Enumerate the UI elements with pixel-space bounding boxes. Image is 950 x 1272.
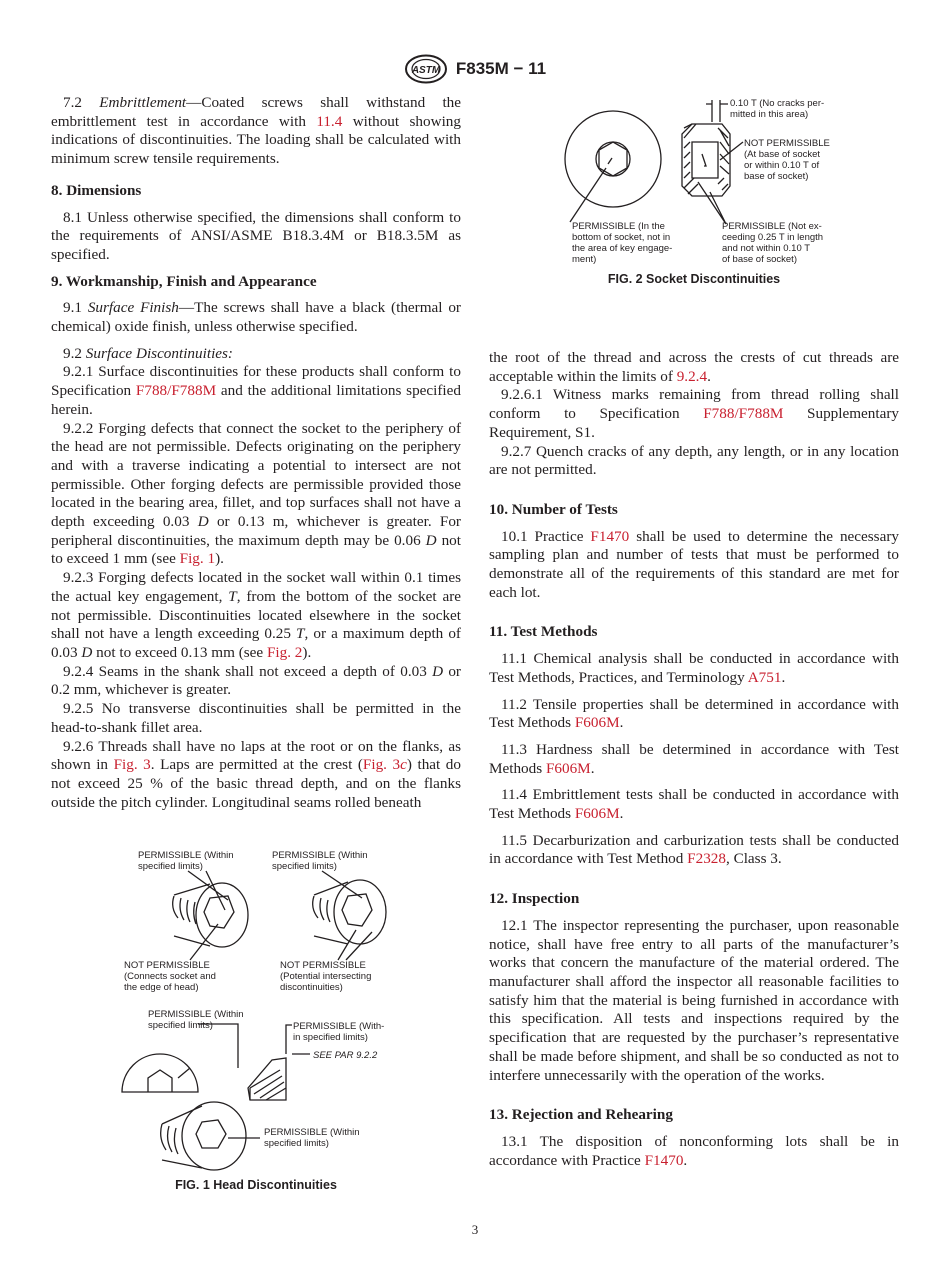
section-9-2-3: 9.2.3 Forging defects located in the socket wall within 0.1 times the actual key engagement, T, from the bottom of the socket are not permissible. Discontinuities located elsewhere in the socket shall not have a length exceeding 0.25 T, or a maximum depth of 0.03 D not to exceed 0.13 mm (see Fig. 2). — [51, 569, 461, 661]
fig1-label-5a: PERMISSIBLE (Within — [148, 1009, 244, 1020]
fig1-section-dome — [122, 1054, 198, 1092]
link-f2328[interactable]: F2328 — [687, 850, 726, 868]
link-a751[interactable]: A751 — [747, 668, 782, 686]
fig2-leader-4 — [698, 182, 726, 224]
fig1-label-6a: PERMISSIBLE (With- — [293, 1021, 385, 1032]
link-f788-2[interactable]: F788/F788M — [703, 405, 784, 423]
fig2-dimension-mark — [706, 100, 728, 122]
section-9-2-6-1: 9.2.6.1 Witness marks remaining from thread rolling shall conform to Specification F788/F788M Supplementary Requirement, S1. — [489, 386, 899, 441]
heading-10-number-of-tests: 10. Number of Tests — [489, 500, 618, 518]
section-11-1: 11.1 Chemical analysis shall be conducted in accordance with Test Methods, Practices, and Terminology A751. — [489, 650, 899, 686]
page-header — [0, 54, 950, 84]
fig2-label-3b: bottom of socket, not in — [572, 232, 671, 243]
fig1-label-7: SEE PAR 9.2.2 — [313, 1050, 378, 1061]
fig1-bolt-section — [248, 1058, 286, 1100]
link-f606m-3[interactable]: F606M — [574, 805, 620, 823]
fig2-label-4a: PERMISSIBLE (Not ex- — [722, 221, 822, 232]
page-number: 3 — [471, 1222, 479, 1237]
fig2-label-3d: ment) — [572, 254, 597, 265]
logo-text: ASTM — [411, 65, 441, 76]
heading-11-test-methods: 11. Test Methods — [489, 623, 598, 641]
fig2-socket-section — [682, 124, 730, 196]
section-11-2: 11.2 Tensile properties shall be determined in accordance with Test Methods F606M. — [489, 695, 899, 732]
link-fig-3[interactable]: Fig. 3 — [113, 756, 151, 774]
figure-2-socket-discontinuities — [560, 94, 850, 272]
fig1-screw-head-1 — [173, 883, 248, 947]
heading-8-dimensions: 8. Dimensions — [51, 181, 142, 199]
fig2-label-2a: NOT PERMISSIBLE — [744, 138, 830, 149]
heading-13-rejection: 13. Rejection and Rehearing — [489, 1106, 673, 1124]
fig2-socket-top-view — [565, 111, 661, 207]
fig2-label-2d: base of socket) — [744, 171, 809, 182]
heading-12-inspection: 12. Inspection — [489, 890, 580, 908]
section-9-2-5: 9.2.5 No transverse discontinuities shall be permitted in the head-to-shank fillet area. — [51, 700, 461, 736]
section-9-2-4: 9.2.4 Seams in the shank shall not exceed a depth of 0.03 D or 0.2 mm, whichever is greater. — [51, 662, 461, 699]
fig1-label-3a: NOT PERMISSIBLE — [124, 960, 210, 971]
heading-9-workmanship: 9. Workmanship, Finish and Appearance — [51, 272, 317, 290]
section-9-2-2: 9.2.2 Forging defects that connect the socket to the periphery of the head are not permissible. Defects originating on the periphery and with a traverse indicating a potential to intersect are not permissible. Other forging defects are permissible provided those located in the bearing area, fillet, and top surfaces shall not have a depth exceeding 0.03 D or 0.13 m, whichever is greater. For peripheral discontinuities, the maximum depth may be 0.06 D not to exceed 1 mm (see Fig. 1). — [51, 419, 461, 568]
link-fig-2[interactable]: Fig. 2 — [266, 643, 303, 661]
section-13-1: 13.1 The disposition of nonconforming lots shall be in accordance with Practice F1470. — [489, 1132, 899, 1169]
section-9-2-6: 9.2.6 Threads shall have no laps at the root or on the flanks, as shown in Fig. 3. Laps are permitted at the crest (Fig. 3c) that do not exceed 25 % of the basic thread depth, and on the flanks outside the pitch cylinder. Longitudinal seams rolled beneath — [51, 737, 461, 811]
fig1-leader-2 — [322, 871, 362, 898]
link-f1470[interactable]: F1470 — [590, 527, 630, 545]
link-fig-3c[interactable]: Fig. 3c — [362, 756, 407, 774]
fig2-leader-2 — [720, 142, 743, 160]
fig1-leader-6 — [286, 1025, 292, 1054]
fig2-label-1b: mitted in this area) — [730, 109, 809, 120]
fig2-label-3c: the area of key engage- — [572, 243, 673, 254]
section-10-1: 10.1 Practice F1470 shall be used to determine the necessary sampling plan and number of tests that must be performed to demonstrate all of the requirements of this standard are met for each lot. — [489, 527, 899, 601]
section-11-3: 11.3 Hardness shall be determined in accordance with Test Methods F606M. — [489, 740, 899, 777]
link-fig-1[interactable]: Fig. 1 — [179, 550, 216, 568]
fig2-label-3a: PERMISSIBLE (In the — [572, 221, 665, 232]
section-7-2: 7.2 Embrittlement—Coated screws shall withstand the embrittlement test in accordance with 11.4 without showing indications of discontinuities. The loading shall be calculated with minimum screw tensile requirements. — [51, 94, 461, 168]
astm-logo-icon — [404, 54, 448, 84]
link-f606m-1[interactable]: F606M — [574, 714, 620, 732]
section-9-2-1: 9.2.1 Surface discontinuities for these products shall conform to Specification F788/F788M and the additional limitations specified herein. — [51, 363, 461, 418]
fig1-label-2a: PERMISSIBLE (Within — [272, 850, 368, 861]
section-9-2-7: 9.2.7 Quench cracks of any depth, any length, or in any location are not permitted. — [489, 442, 899, 479]
fig1-label-4c: discontinuities) — [280, 982, 343, 993]
fig2-label-2c: or within 0.10 T of — [744, 160, 820, 171]
figure-2-caption: FIG. 2 Socket Discontinuities — [607, 272, 781, 286]
section-9-2: 9.2 Surface Discontinuities: — [63, 344, 233, 362]
fig1-label-2b: specified limits) — [272, 861, 337, 872]
document-designation: F835M − 11 — [455, 59, 547, 78]
fig1-label-3c: the edge of head) — [124, 982, 199, 993]
left-column — [51, 94, 461, 812]
section-11-4: 11.4 Embrittlement tests shall be conducted in accordance with Test Methods F606M. — [489, 786, 899, 823]
section-9-1: 9.1 Surface Finish—The screws shall have a black (thermal or chemical) oxide finish, unless otherwise specified. — [51, 299, 461, 336]
fig1-label-1b: specified limits) — [138, 861, 203, 872]
link-f1470-2[interactable]: F1470 — [644, 1151, 684, 1169]
fig2-label-1a: 0.10 T (No cracks per- — [730, 98, 825, 109]
fig2-label-4b: ceeding 0.25 T in length — [722, 232, 824, 243]
fig1-screw-head-3 — [161, 1102, 246, 1170]
fig1-label-8a: PERMISSIBLE (Within — [264, 1127, 360, 1138]
fig1-label-4b: (Potential intersecting — [280, 971, 372, 982]
fig2-leader-3 — [570, 168, 606, 222]
fig2-label-4c: and not within 0.10 T — [722, 243, 811, 254]
section-9-2-6-continued: the root of the thread and across the crests of cut threads are acceptable within the limits of 9.2.4. — [489, 349, 899, 385]
fig1-label-6b: in specified limits) — [293, 1032, 368, 1043]
figure-1-caption: FIG. 1 Head Discontinuities — [175, 1178, 337, 1192]
link-11-4[interactable]: 11.4 — [316, 112, 343, 130]
fig1-label-4a: NOT PERMISSIBLE — [280, 960, 366, 971]
figure-1-head-discontinuities — [110, 840, 400, 1175]
fig1-label-3b: (Connects socket and — [124, 971, 216, 982]
section-11-5: 11.5 Decarburization and carburization tests shall be conducted in accordance with Test Method F2328, Class 3. — [489, 831, 899, 868]
fig1-label-8b: specified limits) — [264, 1138, 329, 1149]
section-12-1: 12.1 The inspector representing the purchaser, upon reasonable notice, shall have free entry to all parts of the manufacturer’s works that concern the manufacture of the material ordered. The manufacturer shall afford the inspector all reasonable facilities to satisfy him that the material is being furnished in accordance with this specification. All tests and inspections required by the specification that are requested by the purchaser’s representative shall be made before shipment, and shall be so conducted as not to interfere unnecessarily with the operation of the works. — [489, 916, 899, 1084]
fig1-label-5b: specified limits) — [148, 1020, 213, 1031]
link-f606m-2[interactable]: F606M — [545, 759, 591, 777]
link-f788[interactable]: F788/F788M — [135, 382, 217, 400]
right-column — [489, 349, 899, 1170]
fig2-label-4d: of base of socket) — [722, 254, 797, 265]
link-9-2-4[interactable]: 9.2.4 — [676, 367, 708, 385]
fig1-label-1a: PERMISSIBLE (Within — [138, 850, 234, 861]
section-8-1: 8.1 Unless otherwise specified, the dimensions shall conform to the requirements of ANSI/ASME B18.3.4M or B18.3.5M as specified. — [51, 208, 461, 263]
fig2-label-2b: (At base of socket — [744, 149, 821, 160]
fig1-leader-4 — [338, 930, 372, 960]
